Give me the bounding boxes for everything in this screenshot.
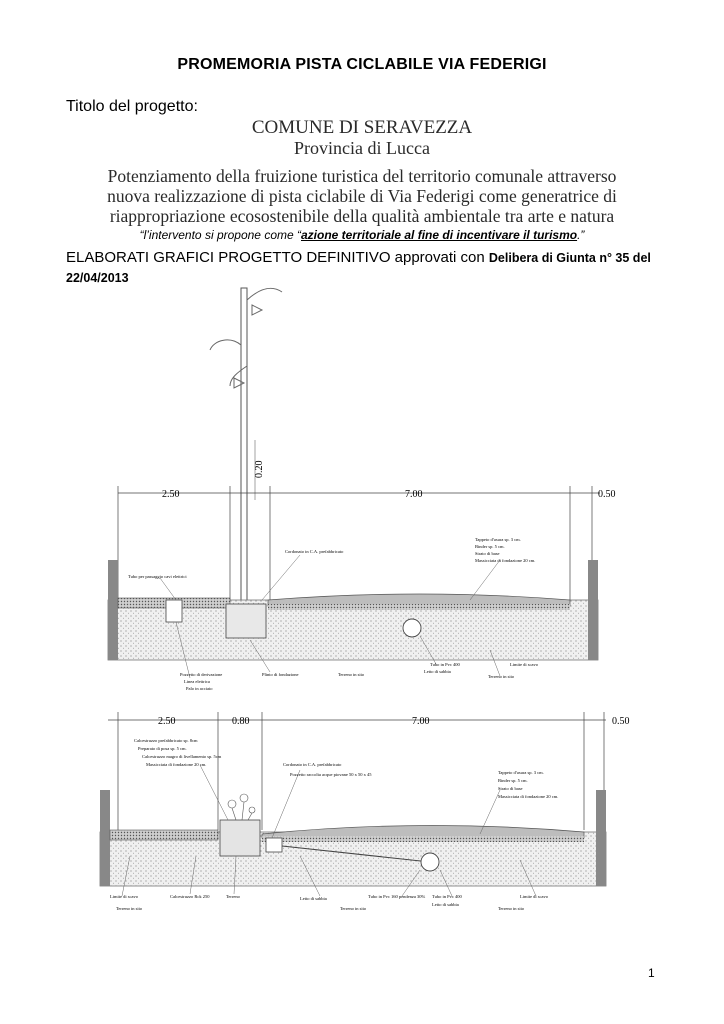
label-palo: Palo in acciaio — [186, 686, 213, 691]
label-letto-1: Letto di sabbia — [300, 896, 327, 901]
label-tappeto: Tappeto d'usura sp. 3 cm. — [475, 537, 521, 542]
label-limite: Limite di scavo — [510, 662, 538, 667]
quote-prefix: l’intervento si propone come “ — [143, 228, 301, 242]
quote-suffix: .” — [577, 228, 585, 242]
dimension-mid-small-2: 0.80 — [232, 716, 250, 727]
project-quote — [0, 228, 724, 242]
label-cordonato-2: Cordonato in C.A. prefabbricato — [283, 762, 342, 767]
label-prep: Preparato di posa sp. 5 cm. — [138, 746, 187, 751]
label-tappeto-2: Tappeto d'usura sp. 3 cm. — [498, 770, 544, 775]
label-plinto: Plinto di fondazione — [262, 672, 299, 677]
project-description-line: Potenziamento della fruizione turistica del territorio comunale attraverso — [107, 166, 617, 186]
project-description-line: nuova realizzazione di pista ciclabile di Via Federigi come generatrice di — [107, 186, 617, 206]
dimension-left-2: 2.50 — [158, 716, 176, 727]
dimension-left: 2.50 — [162, 489, 180, 500]
provincia-heading: Provincia di Lucca — [294, 138, 430, 158]
elaborati-text: ELABORATI GRAFICI PROGETTO DEFINITIVO approvati con — [66, 249, 489, 266]
cross-section-1 — [108, 288, 616, 691]
dimension-right-2: 0.50 — [612, 716, 630, 727]
label-cal2: Calcestruzzo magro di livellamento sp. 5cm — [142, 754, 222, 759]
label-cordonato: Cordonato in C.A. prefabbricato — [285, 549, 344, 554]
label-tubo-pvc: Tubo in Pvc 400 — [430, 662, 460, 667]
label-cal-rck: Calcestruzzo Rck 250 — [170, 894, 210, 899]
comune-heading: COMUNE DI SERAVEZZA — [251, 117, 473, 138]
delibera-reference: Delibera di Giunta n° 35 del 22/04/2013 — [66, 251, 651, 285]
label-binder-2: Binder sp. 5 cm. — [498, 778, 528, 783]
label-tubo-pvc400: Tubo in Pvc 400 — [432, 894, 462, 899]
label-terreno-2b: Terreno in sito — [340, 906, 367, 911]
dimension-right: 0.50 — [598, 489, 616, 500]
label-tubo-pvc160: Tubo in Pvc 160 pendenza 30% — [368, 894, 426, 899]
label-mass1: Massicciata di fondazione 20 cm. — [146, 762, 207, 767]
label-terreno-box: Terreno — [226, 894, 240, 899]
street-lamp-pole — [210, 288, 282, 618]
dimension-middle: 7.00 — [405, 489, 423, 500]
label-limite-1: Limite di scavo — [110, 894, 138, 899]
label-cal1: Calcestruzzo prefabbricato sp. 8cm — [134, 738, 198, 743]
document-title: PROMEMORIA PISTA CICLABILE VIA FEDERIGI — [177, 56, 547, 73]
quote-open: “ — [139, 228, 144, 242]
label-limite-2: Limite di scavo — [520, 894, 548, 899]
label-binder: Binder sp. 5 cm. — [475, 544, 505, 549]
dimension-middle-2: 7.00 — [412, 716, 430, 727]
label-massicciata: Massicciata di fondazione 20 cm. — [475, 558, 536, 563]
page-number: 1 — [648, 966, 655, 980]
project-title-label: Titolo del progetto: — [66, 98, 198, 115]
label-strato-2: Strato di base — [498, 786, 523, 791]
label-pozzetto-2: Pozzetto raccolta acque piovane 50 x 50 x 45 — [290, 772, 372, 777]
label-mass2: Massicciata di fondazione 20 cm. — [498, 794, 559, 799]
quote-emphasis: azione territoriale al fine di incentivare il turismo — [301, 228, 578, 242]
label-terreno-2: Terreno in sito — [488, 674, 515, 679]
label-terreno-3: Terreno in sito — [498, 906, 525, 911]
technical-drawings — [0, 280, 724, 930]
label-letto-2: Letto di sabbia — [432, 902, 459, 907]
cross-section-2 — [100, 712, 630, 911]
project-description-line: riappropriazione ecosostenibile della qualità ambientale tra arte e natura — [109, 206, 615, 226]
label-letto: Letto di sabbia — [424, 669, 451, 674]
label-linea: Linea elettrica — [184, 679, 210, 684]
label-tubo-cavi: Tubo per passaggio cavi elettrici — [128, 574, 187, 579]
label-strato: Strato di base — [475, 551, 500, 556]
dimension-pole: 0.20 — [254, 460, 265, 478]
label-pozzetto: Pozzetto di derivazione — [180, 672, 223, 677]
label-terreno-1: Terreno in sito — [116, 906, 143, 911]
label-terreno: Terreno in sito — [338, 672, 365, 677]
project-description — [0, 166, 724, 226]
